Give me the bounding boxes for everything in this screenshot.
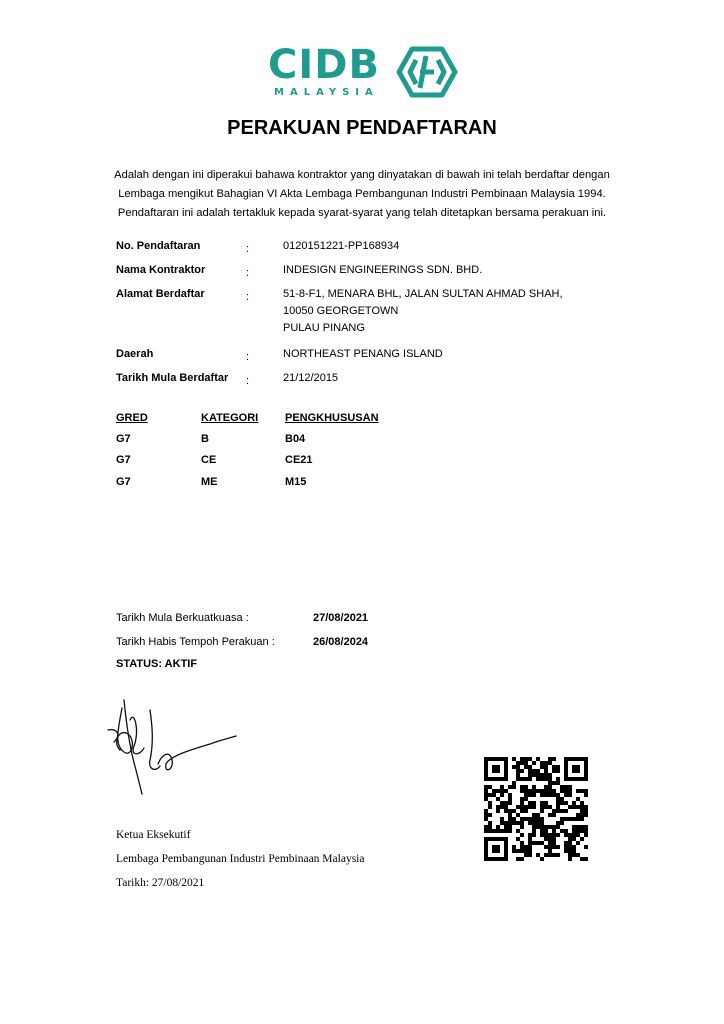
tarikh-habis-tempoh-label: Tarikh Habis Tempoh Perakuan : bbox=[116, 636, 275, 648]
footer-date: Tarikh: 27/08/2021 bbox=[116, 877, 205, 889]
logo-main-text: CIDB bbox=[268, 42, 380, 88]
logo-hexagon-icon bbox=[396, 46, 458, 98]
row1-gred: G7 bbox=[116, 433, 131, 445]
header-kategori: KATEGORI bbox=[201, 412, 259, 424]
alamat-line-2: 10050 GEORGETOWN bbox=[283, 305, 399, 317]
no-pendaftaran-label: No. Pendaftaran bbox=[116, 240, 201, 252]
signature-image bbox=[100, 690, 245, 805]
intro-line-3: Pendaftaran ini adalah tertakluk kepada syarat-syarat yang telah ditetapkan bersama perakuan ini. bbox=[117, 207, 607, 219]
header-pengkhususan: PENGKHUSUSAN bbox=[285, 412, 379, 424]
no-pendaftaran-value: 0120151221-PP168934 bbox=[283, 240, 400, 252]
row2-pengkhususan: CE21 bbox=[285, 454, 313, 466]
qr-code-icon bbox=[484, 757, 588, 861]
footer-role: Ketua Eksekutif bbox=[116, 829, 191, 841]
nama-kontraktor-label: Nama Kontraktor bbox=[116, 264, 206, 276]
logo-sub-text: MALAYSIA bbox=[274, 87, 379, 98]
intro-line-1: Adalah dengan ini diperakui bahawa kontraktor yang dinyatakan di bawah ini telah berdaftar dengan bbox=[114, 169, 610, 181]
alamat-label: Alamat Berdaftar bbox=[116, 288, 205, 300]
intro-paragraph bbox=[100, 166, 624, 223]
colon: : bbox=[246, 291, 250, 303]
status-text: STATUS: AKTIF bbox=[116, 658, 198, 670]
daerah-label: Daerah bbox=[116, 348, 154, 360]
footer-organisation: Lembaga Pembangunan Industri Pembinaan Malaysia bbox=[116, 853, 365, 865]
intro-line-2: Lembaga mengikut Bahagian VI Akta Lembaga Pembangunan Industri Pembinaan Malaysia 1994. bbox=[118, 188, 606, 200]
page-title: PERAKUAN PENDAFTARAN bbox=[227, 117, 497, 139]
tarikh-habis-tempoh-value: 26/08/2024 bbox=[313, 636, 369, 648]
row1-kategori: B bbox=[201, 433, 209, 445]
tarikh-mula-berdaftar-value: 21/12/2015 bbox=[283, 372, 339, 384]
colon: : bbox=[246, 351, 250, 363]
tarikh-mula-berkuatkuasa-value: 27/08/2021 bbox=[313, 612, 369, 624]
alamat-line-1: 51-8-F1, MENARA BHL, JALAN SULTAN AHMAD SHAH, bbox=[283, 288, 563, 300]
row1-pengkhususan: B04 bbox=[285, 433, 306, 445]
colon: : bbox=[246, 267, 250, 279]
tarikh-mula-berkuatkuasa-label: Tarikh Mula Berkuatkuasa : bbox=[116, 612, 249, 624]
tarikh-mula-berdaftar-label: Tarikh Mula Berdaftar bbox=[116, 372, 229, 384]
row3-pengkhususan: M15 bbox=[285, 476, 307, 488]
header-gred: GRED bbox=[116, 412, 148, 424]
row2-kategori: CE bbox=[201, 454, 217, 466]
row3-kategori: ME bbox=[201, 476, 218, 488]
row3-gred: G7 bbox=[116, 476, 131, 488]
nama-kontraktor-value: INDESIGN ENGINEERINGS SDN. BHD. bbox=[283, 264, 483, 276]
alamat-line-3: PULAU PINANG bbox=[283, 322, 365, 334]
row2-gred: G7 bbox=[116, 454, 131, 466]
cidb-logo bbox=[268, 42, 458, 102]
daerah-value: NORTHEAST PENANG ISLAND bbox=[283, 348, 443, 360]
colon: : bbox=[246, 243, 250, 255]
alamat-value bbox=[283, 286, 563, 337]
colon: : bbox=[246, 375, 250, 387]
